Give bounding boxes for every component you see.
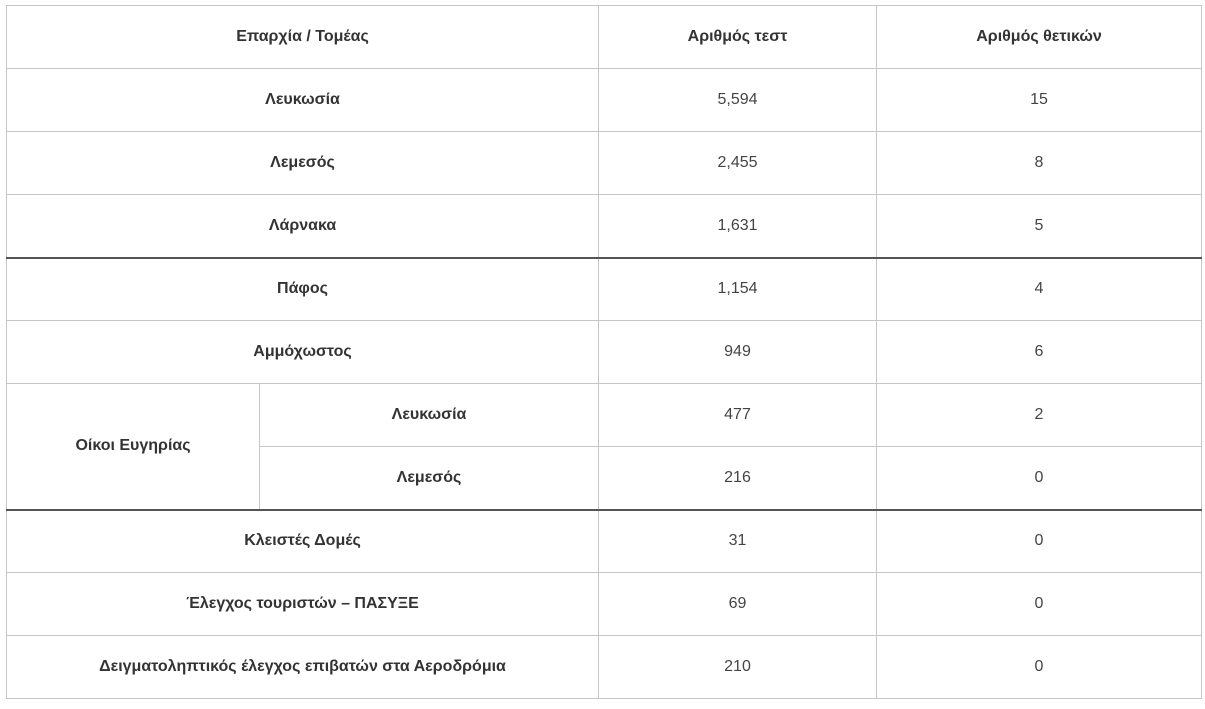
row-label: Λάρνακα (7, 195, 599, 258)
table-row (7, 195, 1202, 258)
row-tests: 477 (599, 384, 877, 447)
row-tests: 1,154 (599, 258, 877, 321)
row-positives: 4 (877, 258, 1202, 321)
row-tests: 2,455 (599, 132, 877, 195)
table-row (7, 258, 1202, 321)
row-positives: 0 (877, 447, 1202, 510)
row-tests: 5,594 (599, 69, 877, 132)
table-row (7, 636, 1202, 699)
row-positives: 8 (877, 132, 1202, 195)
row-positives: 15 (877, 69, 1202, 132)
row-positives: 0 (877, 573, 1202, 636)
header-tests: Αριθμός τεστ (599, 6, 877, 69)
table-header-row (7, 6, 1202, 69)
table-row (7, 384, 1202, 447)
table-row (7, 69, 1202, 132)
row-positives: 6 (877, 321, 1202, 384)
row-tests: 69 (599, 573, 877, 636)
row-label: Δειγματοληπτικός έλεγχος επιβατών στα Αεροδρόμια (7, 636, 599, 699)
group-label: Οίκοι Ευγηρίας (7, 384, 260, 510)
header-positives: Αριθμός θετικών (877, 6, 1202, 69)
table-row (7, 510, 1202, 573)
table-row (7, 573, 1202, 636)
table-row (7, 132, 1202, 195)
row-tests: 949 (599, 321, 877, 384)
row-positives: 5 (877, 195, 1202, 258)
row-tests: 1,631 (599, 195, 877, 258)
row-label: Πάφος (7, 258, 599, 321)
row-label: Κλειστές Δομές (7, 510, 599, 573)
row-positives: 2 (877, 384, 1202, 447)
covid-tests-table (6, 5, 1202, 699)
row-tests: 31 (599, 510, 877, 573)
row-tests: 210 (599, 636, 877, 699)
group-sub-label: Λεμεσός (260, 447, 599, 510)
group-sub-label: Λευκωσία (260, 384, 599, 447)
row-label: Έλεγχος τουριστών – ΠΑΣΥΞΕ (7, 573, 599, 636)
row-label: Λεμεσός (7, 132, 599, 195)
table-row (7, 321, 1202, 384)
row-label: Λευκωσία (7, 69, 599, 132)
row-positives: 0 (877, 510, 1202, 573)
header-region: Επαρχία / Τομέας (7, 6, 599, 69)
row-positives: 0 (877, 636, 1202, 699)
row-tests: 216 (599, 447, 877, 510)
row-label: Αμμόχωστος (7, 321, 599, 384)
